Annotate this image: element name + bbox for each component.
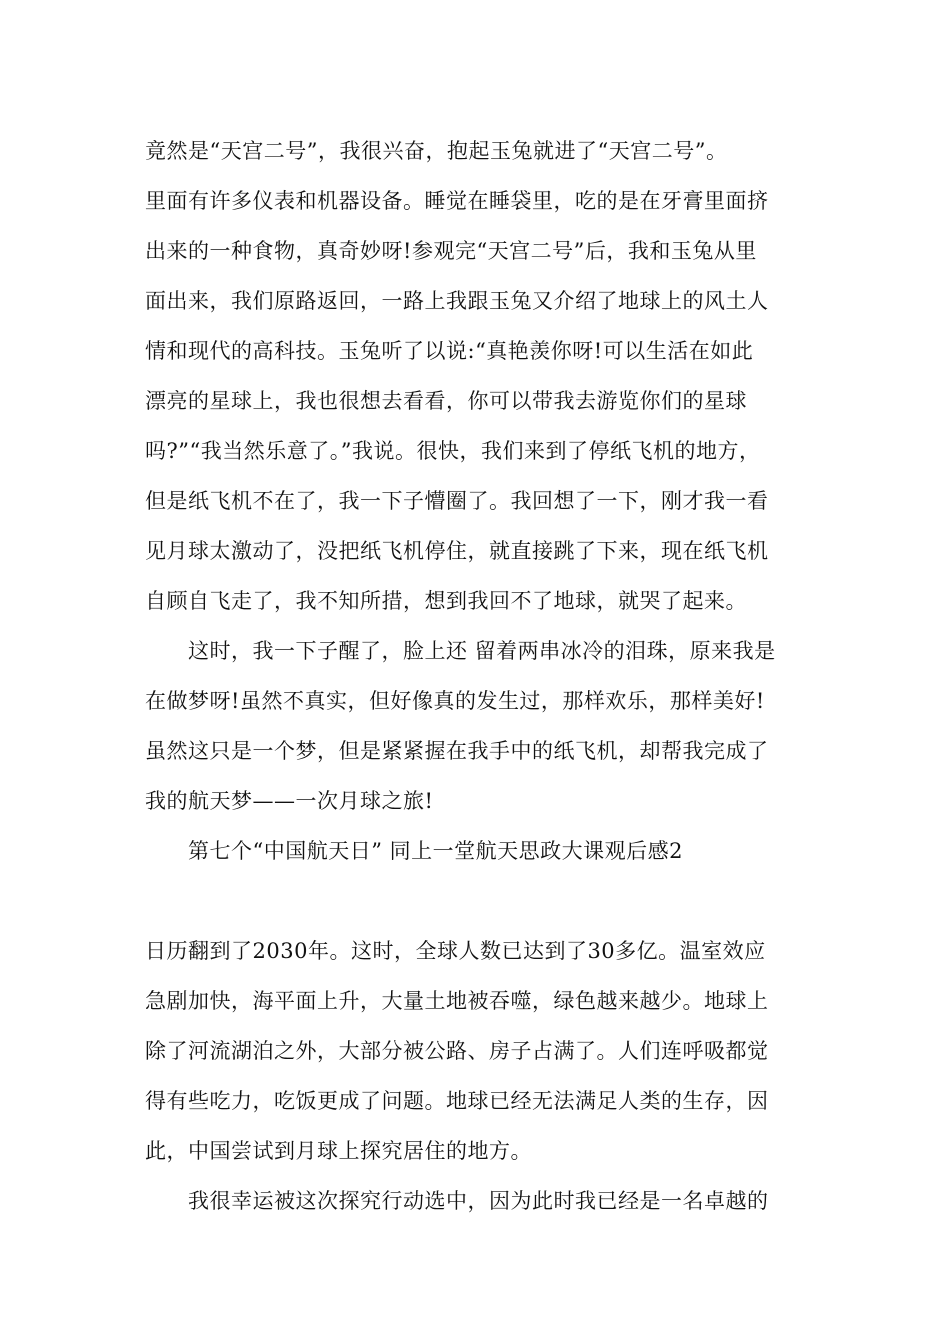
- text-line: 在做梦呀!虽然不真实，但好像真的发生过，那样欢乐，那样美好!: [145, 689, 765, 713]
- text-line: 情和现代的高科技。玉兔听了以说:“真艳羡你呀!可以生活在如此: [145, 339, 754, 363]
- text-line: 我的航天梦——一次月球之旅!: [145, 789, 434, 813]
- section-heading: 第七个“中国航天日” 同上一堂航天思政大课观后感2: [188, 839, 684, 863]
- text-line: 出来的一种食物，真奇妙呀!参观完“天宫二号”后，我和玉兔从里: [145, 239, 757, 263]
- text-line: 这时，我一下子醒了，脸上还 留着两串冰冷的泪珠，原来我是: [188, 639, 776, 663]
- text-line: 竟然是“天宫二号”，我很兴奋，抱起玉兔就进了“天宫二号”。: [145, 139, 728, 163]
- text-line: 此，中国尝试到月球上探究居住的地方。: [145, 1139, 532, 1163]
- text-line: 面出来，我们原路返回，一路上我跟玉兔又介绍了地球上的风土人: [145, 289, 769, 313]
- text-line: 自顾自飞走了，我不知所措，想到我回不了地球，就哭了起来。: [145, 589, 747, 613]
- text-line: 除了河流湖泊之外，大部分被公路、房子占满了。人们连呼吸都觉: [145, 1039, 769, 1063]
- text-line: 急剧加快，海平面上升，大量土地被吞噬，绿色越来越少。地球上: [145, 989, 769, 1013]
- text-line: 日历翻到了2030年。这时，全球人数已达到了30多亿。温室效应: [145, 939, 766, 963]
- text-line: 我很幸运被这次探究行动选中，因为此时我已经是一名卓越的: [188, 1189, 769, 1213]
- text-line: 见月球太激动了，没把纸飞机停住，就直接跳了下来，现在纸飞机: [145, 539, 769, 563]
- text-line: 得有些吃力，吃饭更成了问题。地球已经无法满足人类的生存，因: [145, 1089, 769, 1113]
- text-line: 虽然这只是一个梦，但是紧紧握在我手中的纸飞机，却帮我完成了: [145, 739, 769, 763]
- text-line: 漂亮的星球上，我也很想去看看，你可以带我去游览你们的星球: [145, 389, 747, 413]
- text-line: 里面有许多仪表和机器设备。睡觉在睡袋里，吃的是在牙膏里面挤: [145, 189, 769, 213]
- text-line: 吗?”“我当然乐意了。”我说。很快，我们来到了停纸飞机的地方，: [145, 439, 761, 463]
- text-line: 但是纸飞机不在了，我一下子懵圈了。我回想了一下，刚才我一看: [145, 489, 769, 513]
